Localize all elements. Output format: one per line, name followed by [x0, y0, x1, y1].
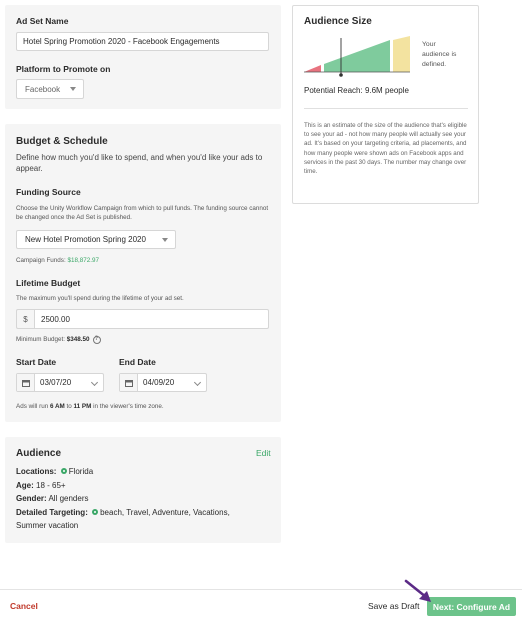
currency-prefix: $: [16, 309, 34, 329]
ad-set-name-label: Ad Set Name: [16, 16, 69, 26]
minimum-budget-label: Minimum Budget:: [16, 336, 65, 343]
minimum-budget-value: $348.50: [66, 336, 90, 343]
end-date-label: End Date: [119, 357, 156, 367]
minimum-budget: [16, 335, 101, 344]
funding-source-help: Choose the Unity Workflow Campaign from which to pull funds. The funding source cannot be changed once the Ad Set is published.: [16, 205, 269, 221]
platform-select[interactable]: [16, 79, 84, 99]
chevron-down-icon: [70, 87, 76, 91]
platform-label: Platform to Promote on: [16, 64, 111, 74]
calendar-icon: [120, 374, 138, 391]
budget-description: Define how much you'd like to spend, and when you'd like your ads to appear.: [16, 153, 263, 173]
potential-reach: [304, 86, 409, 95]
targeting-icon: [92, 509, 98, 515]
funding-source-select[interactable]: [16, 230, 176, 249]
gauge-indicator-dot: [339, 73, 343, 77]
run-prefix: Ads will run: [16, 403, 49, 410]
locations-label: Locations:: [16, 467, 57, 476]
age-label: Age:: [16, 481, 34, 490]
targeting-value-2: Summer vacation: [16, 521, 79, 530]
audience-edit-link[interactable]: Edit: [256, 448, 271, 458]
annotation-arrow-icon: [402, 578, 436, 604]
audience-locations: [16, 467, 93, 476]
campaign-funds: [16, 256, 99, 265]
platform-value: Facebook: [25, 84, 61, 94]
targeting-value-1: beach, Travel, Adventure, Vacations,: [100, 508, 230, 517]
audience-targeting: [16, 508, 230, 517]
gender-value: All genders: [48, 494, 89, 503]
run-end: 11 PM: [73, 403, 92, 410]
age-value: 18 - 65+: [36, 481, 66, 490]
chevron-down-icon: [162, 238, 168, 242]
calendar-icon: [17, 374, 35, 391]
next-configure-ad-button[interactable]: Next: Configure Ad: [427, 597, 516, 616]
gauge-defined-segment: [324, 40, 390, 72]
chevron-down-icon: [194, 378, 201, 385]
run-start: 6 AM: [49, 403, 65, 410]
gauge-caption-line-2: audience is: [422, 51, 457, 58]
reach-value: 9.6M people: [364, 86, 409, 95]
run-schedule-note: [16, 402, 164, 411]
audience-size-title: Audience Size: [304, 16, 372, 27]
lifetime-budget-input[interactable]: 2500.00: [34, 309, 269, 329]
run-to: to: [66, 403, 72, 410]
gauge-caption-line-1: Your: [422, 41, 436, 48]
audience-size-gauge: [304, 34, 414, 80]
lifetime-budget-help: The maximum you'll spend during the lifetime of your ad set.: [16, 295, 184, 302]
start-date-label: Start Date: [16, 357, 57, 367]
gauge-caption-line-3: defined.: [422, 61, 447, 68]
start-date-value: 03/07/20: [40, 378, 72, 387]
audience-age: [16, 481, 66, 490]
gauge-specific-segment: [304, 65, 321, 72]
save-as-draft-button[interactable]: Save as Draft: [368, 601, 420, 611]
divider: [304, 108, 468, 109]
campaign-funds-label: Campaign Funds:: [16, 257, 66, 264]
gauge-broad-segment: [393, 36, 410, 72]
end-date-picker[interactable]: [119, 373, 207, 392]
end-date-value: 04/09/20: [143, 378, 175, 387]
run-suffix: in the viewer's time zone.: [93, 403, 164, 410]
funding-source-value: New Hotel Promotion Spring 2020: [25, 235, 146, 244]
locations-value: Florida: [68, 467, 94, 476]
gauge-caption: [422, 40, 456, 70]
lifetime-budget-label: Lifetime Budget: [16, 278, 81, 288]
location-pin-icon: [61, 468, 67, 474]
audience-gender: [16, 494, 88, 503]
audience-title: Audience: [16, 448, 62, 459]
ad-set-name-input[interactable]: Hotel Spring Promotion 2020 - Facebook Engagements: [16, 32, 269, 51]
gender-label: Gender:: [16, 494, 47, 503]
footer-divider: [0, 589, 522, 590]
targeting-label: Detailed Targeting:: [16, 508, 88, 517]
start-date-picker[interactable]: [16, 373, 104, 392]
budget-title: Budget & Schedule: [16, 136, 108, 147]
info-icon[interactable]: ?: [93, 336, 101, 344]
reach-label: Potential Reach:: [304, 86, 363, 95]
chevron-down-icon: [91, 378, 98, 385]
audience-size-description: This is an estimate of the size of the audience that's eligible to see your ad - not how many people will actually see your ad. It's based on your targeting criteria, ad placements, and how many people were shown ads on Facebook apps and services in the past 30 days. The number may change over time.: [304, 122, 467, 176]
campaign-funds-value: $18,872.97: [67, 257, 99, 264]
funding-source-label: Funding Source: [16, 187, 81, 197]
cancel-button[interactable]: Cancel: [10, 601, 38, 611]
